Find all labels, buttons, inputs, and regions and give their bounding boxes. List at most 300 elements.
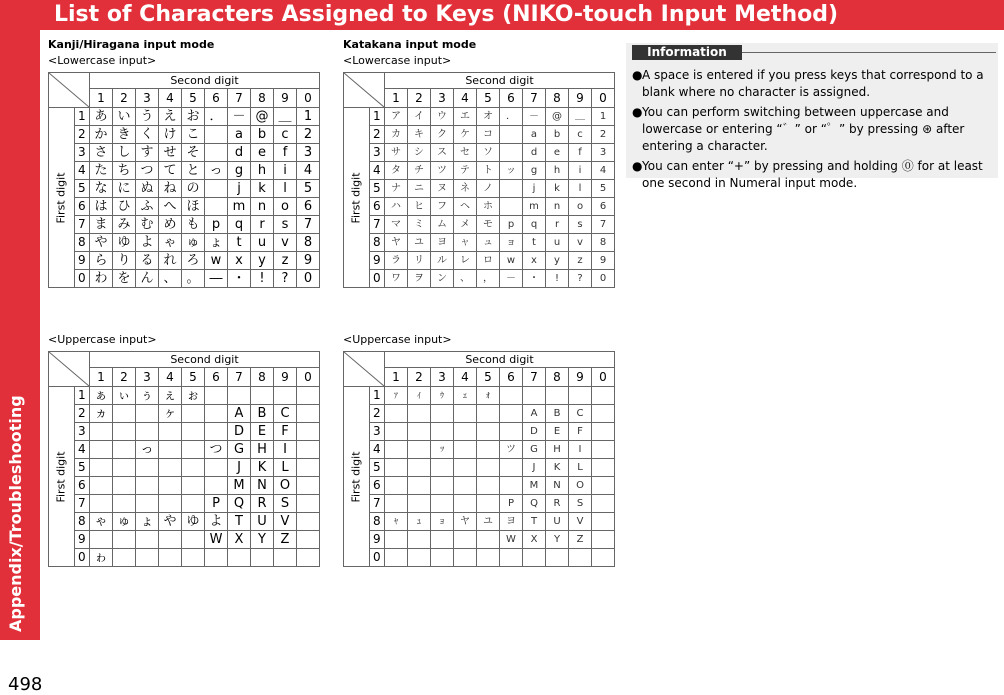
- row-digit: 1: [74, 108, 89, 126]
- key-char-cell: b: [251, 126, 274, 144]
- column-digit: 8: [546, 368, 569, 387]
- key-char-cell: あ: [90, 108, 113, 126]
- key-char-cell: [297, 495, 320, 513]
- key-char-cell: [251, 387, 274, 405]
- column-digit: 4: [454, 368, 477, 387]
- table-row: [49, 549, 320, 567]
- key-char-cell: ょ: [205, 234, 228, 252]
- key-char-cell: シ: [408, 144, 431, 162]
- key-char-cell: e: [251, 144, 274, 162]
- column-digit: 0: [592, 368, 615, 387]
- key-char-cell: m: [228, 198, 251, 216]
- key-char-cell: h: [251, 162, 274, 180]
- key-char-cell: [297, 423, 320, 441]
- column-digit: 8: [546, 89, 569, 108]
- key-char-cell: [182, 549, 205, 567]
- key-char-cell: ，: [477, 270, 500, 288]
- table-row: [344, 162, 615, 180]
- key-char-cell: [182, 441, 205, 459]
- key-char-cell: N: [251, 477, 274, 495]
- key-char-cell: [592, 405, 615, 423]
- key-char-cell: L: [569, 459, 592, 477]
- row-digit: 8: [74, 234, 89, 252]
- column-digit: 2: [113, 368, 136, 387]
- key-char-cell: 。: [182, 270, 205, 288]
- key-char-cell: X: [523, 531, 546, 549]
- key-char-cell: イ: [408, 108, 431, 126]
- key-char-cell: P: [500, 495, 523, 513]
- key-char-cell: [136, 531, 159, 549]
- key-char-cell: ク: [431, 126, 454, 144]
- key-char-cell: K: [251, 459, 274, 477]
- key-char-cell: w: [500, 252, 523, 270]
- key-char-cell: [523, 387, 546, 405]
- key-char-cell: －: [523, 108, 546, 126]
- key-char-cell: a: [228, 126, 251, 144]
- key-char-cell: ヌ: [431, 180, 454, 198]
- table-row: [344, 477, 615, 495]
- key-char-cell: ｯ: [431, 441, 454, 459]
- row-digit: 3: [74, 423, 89, 441]
- key-char-cell: s: [274, 216, 297, 234]
- key-char-cell: M: [523, 477, 546, 495]
- key-char-cell: n: [251, 198, 274, 216]
- table-row: [344, 108, 615, 126]
- key-char-cell: z: [569, 252, 592, 270]
- key-char-cell: [205, 180, 228, 198]
- key-char-cell: リ: [408, 252, 431, 270]
- key-char-cell: [477, 531, 500, 549]
- key-char-cell: [454, 459, 477, 477]
- key-char-cell: !: [546, 270, 569, 288]
- key-char-cell: F: [569, 423, 592, 441]
- second-digit-label: Second digit: [90, 352, 320, 368]
- katakana-lower-label: <Lowercase input>: [343, 54, 452, 67]
- key-char-cell: [385, 405, 408, 423]
- row-digit: 2: [74, 405, 89, 423]
- key-char-cell: [228, 549, 251, 567]
- key-char-cell: れ: [159, 252, 182, 270]
- key-char-cell: w: [205, 252, 228, 270]
- key-char-cell: 9: [592, 252, 615, 270]
- key-char-cell: [205, 144, 228, 162]
- column-digit: 7: [228, 368, 251, 387]
- key-char-cell: や: [90, 234, 113, 252]
- key-char-cell: [159, 423, 182, 441]
- key-char-cell: ヒ: [408, 198, 431, 216]
- key-char-cell: [477, 405, 500, 423]
- key-char-cell: [500, 387, 523, 405]
- key-char-cell: [592, 549, 615, 567]
- column-digit: 8: [251, 368, 274, 387]
- key-char-cell: ユ: [477, 513, 500, 531]
- table-row: [49, 126, 320, 144]
- key-char-cell: g: [228, 162, 251, 180]
- key-char-cell: S: [274, 495, 297, 513]
- column-digit: 6: [205, 89, 228, 108]
- info-item: ● You can enter “+” by pressing and holding ⓪ for at least one second in Numeral input mode.: [632, 159, 983, 190]
- key-char-cell: [182, 495, 205, 513]
- table-row: [344, 126, 615, 144]
- key-char-cell: R: [546, 495, 569, 513]
- key-char-cell: [90, 495, 113, 513]
- column-digit: 3: [431, 89, 454, 108]
- info-item: ● A space is entered if you press keys that correspond to a blank where no character is assigned.: [632, 68, 984, 99]
- row-digit: 0: [369, 270, 384, 288]
- key-char-cell: い: [113, 108, 136, 126]
- key-char-cell: U: [251, 513, 274, 531]
- row-digit: 3: [369, 423, 384, 441]
- table-row: [49, 441, 320, 459]
- kanji-heading: Kanji/Hiragana input mode: [48, 38, 215, 51]
- key-char-cell: g: [523, 162, 546, 180]
- key-char-cell: ゃ: [159, 234, 182, 252]
- column-digit: 6: [500, 89, 523, 108]
- key-char-cell: ヶ: [159, 405, 182, 423]
- key-char-cell: [592, 495, 615, 513]
- key-char-cell: ツ: [500, 441, 523, 459]
- table-row: [49, 198, 320, 216]
- key-char-cell: [500, 459, 523, 477]
- key-char-cell: b: [546, 126, 569, 144]
- key-char-cell: く: [136, 126, 159, 144]
- key-char-cell: め: [159, 216, 182, 234]
- key-char-cell: I: [274, 441, 297, 459]
- key-char-cell: ．: [205, 108, 228, 126]
- row-digit: 5: [369, 180, 384, 198]
- key-char-cell: A: [523, 405, 546, 423]
- key-char-cell: W: [205, 531, 228, 549]
- key-char-cell: [113, 495, 136, 513]
- column-digit: 1: [385, 368, 408, 387]
- key-char-cell: [523, 549, 546, 567]
- key-char-cell: ｧ: [385, 387, 408, 405]
- row-digit: 7: [369, 495, 384, 513]
- key-char-cell: [385, 423, 408, 441]
- bullet-icon: ●: [632, 159, 643, 173]
- key-char-cell: V: [274, 513, 297, 531]
- key-char-cell: そ: [182, 144, 205, 162]
- key-char-cell: [408, 423, 431, 441]
- table-row: [344, 423, 615, 441]
- key-char-cell: S: [569, 495, 592, 513]
- key-char-cell: ゃ: [90, 513, 113, 531]
- column-digit: 4: [454, 89, 477, 108]
- row-digit: 6: [74, 477, 89, 495]
- key-char-cell: [546, 549, 569, 567]
- key-char-cell: 5: [297, 180, 320, 198]
- key-char-cell: [182, 459, 205, 477]
- row-digit: 7: [74, 495, 89, 513]
- key-char-cell: －: [228, 108, 251, 126]
- table-row: [49, 252, 320, 270]
- column-digit: 0: [592, 89, 615, 108]
- key-char-cell: o: [569, 198, 592, 216]
- key-char-cell: J: [228, 459, 251, 477]
- key-char-cell: [159, 477, 182, 495]
- key-char-cell: [454, 549, 477, 567]
- kanji-lower-label: <Lowercase input>: [48, 54, 157, 67]
- key-char-cell: よ: [205, 513, 228, 531]
- key-char-cell: た: [90, 162, 113, 180]
- second-digit-label: Second digit: [90, 73, 320, 89]
- key-char-cell: え: [159, 108, 182, 126]
- key-char-cell: K: [546, 459, 569, 477]
- row-digit: 7: [369, 216, 384, 234]
- table-row: [344, 441, 615, 459]
- column-digit: 3: [136, 89, 159, 108]
- column-digit: 3: [431, 368, 454, 387]
- key-char-cell: オ: [477, 108, 500, 126]
- key-char-cell: －: [500, 270, 523, 288]
- key-char-cell: ヨ: [500, 513, 523, 531]
- key-char-cell: v: [569, 234, 592, 252]
- key-char-cell: ・: [228, 270, 251, 288]
- key-char-cell: 8: [592, 234, 615, 252]
- key-char-cell: ょ: [136, 513, 159, 531]
- key-char-cell: f: [274, 144, 297, 162]
- key-char-cell: ュ: [477, 234, 500, 252]
- key-char-cell: x: [228, 252, 251, 270]
- key-char-cell: M: [228, 477, 251, 495]
- key-char-cell: T: [523, 513, 546, 531]
- key-char-cell: ―: [205, 270, 228, 288]
- key-char-cell: モ: [477, 216, 500, 234]
- key-char-cell: O: [274, 477, 297, 495]
- key-char-cell: ぇ: [159, 387, 182, 405]
- key-char-cell: [385, 441, 408, 459]
- first-digit-label: [49, 387, 75, 567]
- key-char-cell: W: [500, 531, 523, 549]
- key-char-cell: っ: [205, 162, 228, 180]
- column-digit: 9: [569, 89, 592, 108]
- key-char-cell: [408, 531, 431, 549]
- katakana-upper-label: <Uppercase input>: [343, 333, 452, 346]
- key-char-cell: は: [90, 198, 113, 216]
- key-char-cell: ナ: [385, 180, 408, 198]
- table-row: [344, 252, 615, 270]
- key-char-cell: [136, 459, 159, 477]
- key-char-cell: [454, 405, 477, 423]
- column-digit: 1: [90, 89, 113, 108]
- key-char-cell: ネ: [454, 180, 477, 198]
- key-char-cell: テ: [454, 162, 477, 180]
- table-row: [49, 180, 320, 198]
- key-char-cell: ぬ: [136, 180, 159, 198]
- key-char-cell: を: [113, 270, 136, 288]
- key-char-cell: か: [90, 126, 113, 144]
- key-char-cell: [205, 549, 228, 567]
- key-char-cell: す: [136, 144, 159, 162]
- table-row: [49, 423, 320, 441]
- key-char-cell: ハ: [385, 198, 408, 216]
- key-char-cell: [385, 531, 408, 549]
- key-char-cell: [592, 531, 615, 549]
- key-char-cell: Q: [523, 495, 546, 513]
- key-char-cell: [113, 405, 136, 423]
- key-char-cell: ヤ: [385, 234, 408, 252]
- key-char-cell: [136, 549, 159, 567]
- key-char-cell: u: [251, 234, 274, 252]
- column-digit: 6: [205, 368, 228, 387]
- key-char-cell: 4: [297, 162, 320, 180]
- key-char-cell: [500, 405, 523, 423]
- key-char-cell: h: [546, 162, 569, 180]
- key-char-cell: G: [228, 441, 251, 459]
- table-row: [49, 387, 320, 405]
- key-char-cell: y: [251, 252, 274, 270]
- key-char-cell: ケ: [454, 126, 477, 144]
- key-char-cell: D: [228, 423, 251, 441]
- table-row: [344, 198, 615, 216]
- key-char-cell: コ: [477, 126, 500, 144]
- key-char-cell: し: [113, 144, 136, 162]
- table-row: [344, 270, 615, 288]
- key-char-cell: [90, 459, 113, 477]
- key-char-cell: [477, 495, 500, 513]
- key-char-cell: v: [274, 234, 297, 252]
- key-char-cell: ル: [431, 252, 454, 270]
- table-row: [49, 234, 320, 252]
- key-char-cell: ぅ: [136, 387, 159, 405]
- key-char-cell: [297, 405, 320, 423]
- key-char-cell: L: [274, 459, 297, 477]
- key-char-cell: ラ: [385, 252, 408, 270]
- first-digit-text: First digit: [349, 450, 363, 503]
- table-row: [49, 216, 320, 234]
- key-char-cell: @: [251, 108, 274, 126]
- key-char-cell: り: [113, 252, 136, 270]
- key-char-cell: [90, 477, 113, 495]
- column-digit: 0: [297, 368, 320, 387]
- key-char-cell: d: [228, 144, 251, 162]
- key-char-cell: [454, 531, 477, 549]
- information-divider: [742, 52, 996, 53]
- row-digit: 1: [369, 387, 384, 405]
- info-item: ● You can perform switching between uppercase and lowercase or entering “゛” or “゜” by pressing ⊛ after entering a character.: [632, 105, 965, 153]
- table-row: [344, 495, 615, 513]
- key-char-cell: 4: [592, 162, 615, 180]
- key-char-cell: [113, 441, 136, 459]
- key-char-cell: O: [569, 477, 592, 495]
- key-char-cell: [113, 423, 136, 441]
- key-char-cell: 6: [297, 198, 320, 216]
- kanji-lowercase-table: [48, 72, 320, 288]
- key-char-cell: E: [251, 423, 274, 441]
- bullet-icon: ●: [632, 68, 643, 82]
- column-digit: 7: [523, 89, 546, 108]
- table-corner: [49, 352, 90, 387]
- key-char-cell: [297, 513, 320, 531]
- key-char-cell: [592, 441, 615, 459]
- column-digit: 9: [569, 368, 592, 387]
- key-char-cell: に: [113, 180, 136, 198]
- key-char-cell: ヵ: [90, 405, 113, 423]
- column-digit: 3: [136, 368, 159, 387]
- column-digit: 8: [251, 89, 274, 108]
- key-char-cell: [454, 423, 477, 441]
- row-digit: 9: [369, 252, 384, 270]
- key-char-cell: ッ: [500, 162, 523, 180]
- key-char-cell: d: [523, 144, 546, 162]
- key-char-cell: フ: [431, 198, 454, 216]
- row-digit: 0: [74, 549, 89, 567]
- row-digit: 2: [369, 126, 384, 144]
- key-char-cell: ＿: [274, 108, 297, 126]
- key-char-cell: ス: [431, 144, 454, 162]
- key-char-cell: も: [182, 216, 205, 234]
- column-digit: 9: [274, 368, 297, 387]
- key-char-cell: 、: [454, 270, 477, 288]
- key-char-cell: V: [569, 513, 592, 531]
- row-digit: 0: [74, 270, 89, 288]
- key-char-cell: [159, 441, 182, 459]
- key-char-cell: x: [523, 252, 546, 270]
- key-char-cell: ヤ: [454, 513, 477, 531]
- row-digit: 3: [74, 144, 89, 162]
- key-char-cell: 0: [592, 270, 615, 288]
- key-char-cell: [182, 477, 205, 495]
- key-char-cell: [251, 549, 274, 567]
- kanji-uppercase-table: [48, 351, 320, 567]
- first-digit-label: [49, 108, 75, 288]
- table-row: [344, 180, 615, 198]
- key-char-cell: [228, 387, 251, 405]
- key-char-cell: e: [546, 144, 569, 162]
- key-char-cell: [182, 531, 205, 549]
- table-row: [344, 405, 615, 423]
- key-char-cell: r: [251, 216, 274, 234]
- table-corner: [344, 73, 385, 108]
- key-char-cell: F: [274, 423, 297, 441]
- key-char-cell: 7: [297, 216, 320, 234]
- row-digit: 3: [369, 144, 384, 162]
- key-char-cell: ひ: [113, 198, 136, 216]
- row-digit: 5: [74, 459, 89, 477]
- key-char-cell: ｮ: [431, 513, 454, 531]
- key-char-cell: [500, 198, 523, 216]
- key-char-cell: [546, 387, 569, 405]
- column-digit: 5: [477, 89, 500, 108]
- row-digit: 9: [74, 252, 89, 270]
- key-char-cell: C: [569, 405, 592, 423]
- row-digit: 5: [369, 459, 384, 477]
- key-char-cell: ＿: [569, 108, 592, 126]
- key-char-cell: s: [569, 216, 592, 234]
- key-char-cell: [385, 495, 408, 513]
- key-char-cell: [569, 549, 592, 567]
- table-row: [344, 459, 615, 477]
- column-digit: 5: [182, 89, 205, 108]
- column-digit: 2: [408, 89, 431, 108]
- row-digit: 9: [74, 531, 89, 549]
- key-char-cell: ワ: [385, 270, 408, 288]
- key-char-cell: つ: [136, 162, 159, 180]
- key-char-cell: エ: [454, 108, 477, 126]
- key-char-cell: j: [228, 180, 251, 198]
- key-char-cell: つ: [205, 441, 228, 459]
- key-char-cell: [408, 477, 431, 495]
- key-char-cell: 2: [592, 126, 615, 144]
- key-char-cell: [500, 144, 523, 162]
- column-digit: 1: [90, 368, 113, 387]
- key-char-cell: ｬ: [385, 513, 408, 531]
- key-char-cell: [136, 423, 159, 441]
- key-char-cell: [431, 549, 454, 567]
- key-char-cell: [182, 423, 205, 441]
- table-corner: [344, 352, 385, 387]
- key-char-cell: ム: [431, 216, 454, 234]
